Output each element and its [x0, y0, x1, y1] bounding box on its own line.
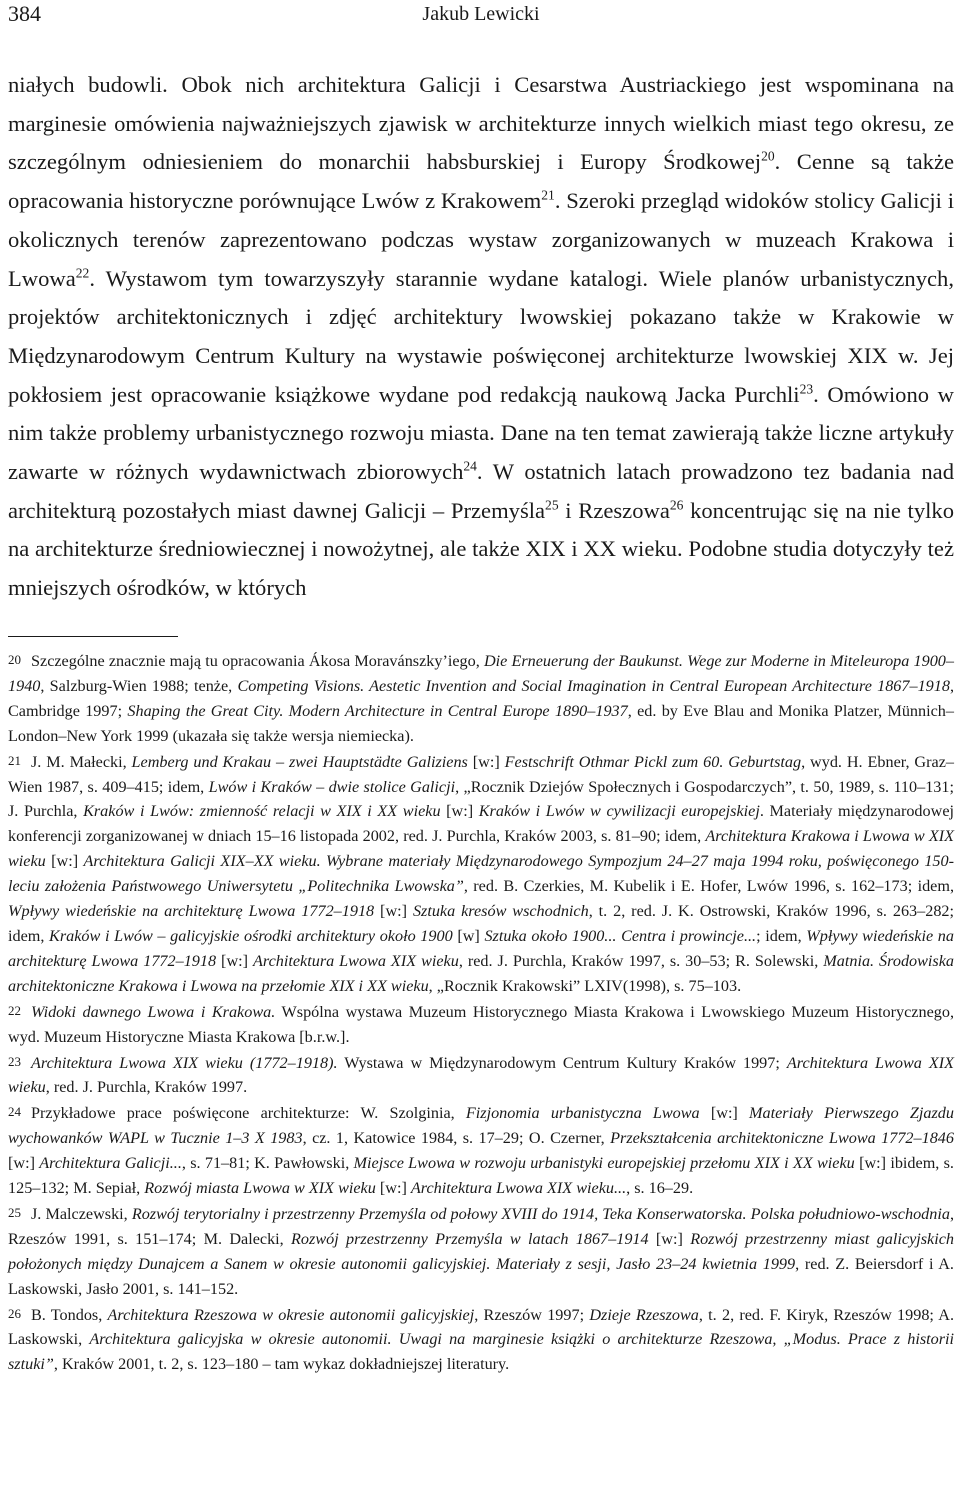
footnote-text: , wyd. H. Ebner, Graz–Wien 1987, s. 409–415; idem, — [8, 752, 954, 796]
footnote-number: 22 — [8, 1002, 21, 1018]
footnote-text: Przykładowe prace poświęcone architekturze: W. Szolginia, — [31, 1104, 466, 1123]
body-text-run: niałych budowli. Obok nich architektura Galicji i Cesarstwa Austriackiego jest wspominana na marginesie omówienia najważniejszych zjawisk w architekturze innych wielkich miast tego okresu, ze szczególnym odniesieniem do monarchii habsburskiej i Europy Środkowej — [8, 72, 954, 175]
body-text-run: . Omówiono w nim także problemy urbanistycznego rozwoju miasta. Dane na ten temat zawierają także liczne artykuły zawarte w różnych wydawnictwach zbiorowych — [8, 381, 954, 485]
footnote-text: [w:] — [375, 1179, 411, 1198]
body-text — [8, 66, 954, 608]
footnote-text: , Kraków 2001, t. 2, s. 123–180 – tam wykaz dokładniejszej literatury. — [53, 1355, 510, 1374]
footnote-text: , s. 16–29. — [626, 1179, 694, 1198]
footnote-title: Shaping the Great City. Modern Architecture in Central Europe 1890–1937 — [127, 701, 628, 720]
footnote-title: Architektura Lwowa XIX wieku — [253, 951, 459, 970]
body-text-run: . Wystawom tym towarzyszyły starannie wydane katalogi. Wiele planów urbanistycznych, projektów architektonicznych i zdjęć architektury lwowskiej pokazano także w Krakowie w Międzynarodowym Centrum Kultury na wystawie poświęconej architekturze lwowskiej XIX w. Jej pokłosiem jest opracowanie książkowe wydane pod redakcją naukową Jacka Purchli — [8, 265, 954, 407]
footnote-number: 20 — [8, 652, 21, 667]
footnote-title: Rozwój przestrzenny miast galicyjskich położonych między Dunajcem a Sanem w okresie autonomii galicyjskiej. Materiały z sesji, Jasło 23–24 kwietnia 1999 — [8, 1229, 955, 1273]
footnote-ref-20[interactable]: 20 — [761, 148, 775, 164]
footnote-text: [w:] — [699, 1104, 750, 1123]
footnote-text: [w:] ibidem, s. 125–132; M. Sepiał, — [8, 1154, 954, 1198]
footnote-title: Rozwój miasta Lwowa w XIX wieku — [144, 1179, 376, 1198]
body-text-run: koncentrując się na nie tylko na architekturze średniowiecznej i nowożytnej, ale także XIX i XX wieku. Podobne studia dotyczyły też mniejszych ośrodków, w których — [8, 497, 954, 601]
footnote-text: Wspólna wystawa Muzeum Historycznego Miasta Krakowa i Lwowskiego Muzeum Historycznego, wyd. Muzeum Historyczne Miasta Krakowa [b.r.w.]. — [8, 1002, 954, 1046]
footnote-text: J. Malczewski, — [31, 1204, 132, 1223]
footnote-text: [w:] — [374, 902, 413, 921]
footnote-title: Architektura Rzeszowa w okresie autonomii galicyjskiej — [107, 1305, 475, 1324]
footnote-text: , ed. by Eve Blau and Monika Platzer, Münnich–London–New York 1999 (ukazała się także wersja niemiecka). — [8, 701, 954, 745]
footnote-ref-21[interactable]: 21 — [541, 187, 555, 203]
footnote-title: Architektura galicyjska w okresie autonomii. Uwagi na marginesie książki o architekturze Rzeszowa, „Modus. Prace z historii sztuki” — [8, 1330, 955, 1374]
footnote-title: Architektura Krakowa i Lwowa w XIX wieku — [8, 827, 954, 871]
footnote-title: Lemberg und Krakau – zwei Hauptstädte Galiziens — [131, 752, 468, 771]
footnote-text: , Rzeszów 1991, s. 151–174; M. Dalecki, — [8, 1204, 954, 1248]
footnote-title: Fizjonomia urbanistyczna Lwowa — [465, 1104, 700, 1123]
footnote-text: , t. 2, red. F. Kiryk, Rzeszów 1998; A. Laskowski, — [8, 1305, 955, 1349]
footnote-25 — [8, 1201, 954, 1302]
footnote-title: Rozwój przestrzenny Przemyśla w latach 1867–1914 — [291, 1229, 649, 1248]
footnote-text: [w:] — [216, 951, 253, 970]
footnote-text: [w:] — [440, 802, 479, 821]
footnote-ref-25[interactable]: 25 — [545, 497, 559, 513]
footnote-title: Architektura Galicji XIX–XX wieku. Wybrane materiały Międzynarodowego Sympozjum 24–27 maja 1994 roku, poświęconego 150-leciu założenia Państwowego Uniwersytetu „Politechnika Lwowska” — [8, 852, 954, 896]
footnote-text: , Rzeszów 1997; — [474, 1305, 590, 1324]
footnote-text: , red. Z. Beiersdorf i A. Laskowski, Jasło 2001, s. 141–152. — [8, 1254, 954, 1298]
footnote-text: [w:] — [467, 752, 505, 771]
page — [8, 0, 954, 1499]
footnote-text: , red. J. Purchla, Kraków 1997, s. 30–53; R. Solewski, — [458, 951, 824, 970]
footnote-ref-26[interactable]: 26 — [669, 497, 684, 513]
footnote-ref-23[interactable]: 23 — [799, 381, 814, 397]
footnote-text: , cz. 1, Katowice 1984, s. 17–29; O. Czerner, — [302, 1129, 611, 1148]
footnote-title: Kraków i Lwów – galicyjskie ośrodki architektury około 1900 — [49, 926, 453, 945]
footnote-text: ; idem, — [756, 926, 807, 945]
footnote-divider — [8, 636, 178, 637]
footnote-number: 24 — [8, 1104, 21, 1120]
footnote-title: Rozwój terytorialny i przestrzenny Przemyśla od połowy XVIII do 1914, Teka Konserwatorska. Polska południowo-wschodnia — [131, 1204, 950, 1223]
footnote-title: Die Erneuerung der Baukunst. Wege zur Moderne in Miteleuropa 1900–1940 — [8, 652, 954, 695]
footnote-26 — [8, 1302, 954, 1378]
footnote-text: [w:] — [648, 1229, 691, 1248]
footnote-number: 25 — [8, 1204, 21, 1220]
footnote-ref-24[interactable]: 24 — [463, 458, 477, 474]
body-text-run: . Cenne są także opracowania historyczne porównujące Lwów z Krakowem — [8, 149, 955, 214]
footnote-24 — [8, 1100, 954, 1201]
footnote-23 — [8, 1050, 954, 1101]
footnote-title: Materiały Pierwszego Zjazdu wychowanków WAPL w Tucznie 1–3 X 1983 — [8, 1104, 954, 1148]
footnote-title: Wpływy wiedeńskie na architekturę Lwowa 1772–1918 — [8, 926, 954, 970]
footnote-text: . Materiały międzynarodowej konferencji zorganizowanej w dniach 15–16 listopada 2002, red. J. Purchla, Kraków 2003, s. 81–90; idem, — [8, 802, 954, 846]
footnote-title: Lwów i Kraków – dwie stolice Galicji — [208, 777, 456, 796]
page-header — [8, 0, 954, 32]
footnote-title: Matnia. Środowiska architektoniczne Krakowa i Lwowa na przełomie XIX i XX wieku — [8, 951, 955, 995]
footnote-title: Dzieje Rzeszowa — [589, 1305, 699, 1324]
footnote-text: [w:] — [45, 852, 84, 871]
footnote-text: , „Rocznik Krakowski” LXIV(1998), s. 75–103. — [428, 976, 742, 995]
footnote-title: Widoki dawnego Lwowa i Krakowa. — [31, 1002, 276, 1021]
footnote-title: Kraków i Lwów w cywilizacji europejskiej — [478, 802, 760, 821]
footnote-21 — [8, 749, 954, 999]
running-head-author: Jakub Lewicki — [422, 3, 540, 25]
body-text-run: i Rzeszowa — [558, 497, 670, 523]
footnote-title: Sztuka kresów wschodnich — [412, 902, 589, 921]
footnote-title: Kraków i Lwów: zmienność relacji w XIX i XX wieku — [83, 802, 441, 821]
footnote-text: [w:] — [8, 1154, 40, 1173]
footnote-text: , s. 71–81; K. Pawłowski, — [181, 1154, 354, 1173]
footnote-title: Wpływy wiedeńskie na architekturę Lwowa 1772–1918 — [8, 902, 375, 921]
footnotes — [8, 648, 954, 1377]
footnote-title: Architektura Lwowa XIX wieku... — [410, 1179, 627, 1198]
footnote-title: Festschrift Othmar Pickl zum 60. Geburtstag — [504, 752, 802, 771]
footnote-text: , t. 2, red. J. K. Ostrowski, Kraków 1996, s. 263–282; idem, — [8, 902, 955, 945]
footnote-text: J. M. Małecki, — [31, 752, 132, 771]
footnote-number: 26 — [8, 1305, 21, 1321]
footnote-title: Miejsce Lwowa w rozwoju urbanistyki europejskiej przełomu XIX i XX wieku — [353, 1154, 855, 1173]
body-text-run: . Szeroki przegląd widoków stolicy Galicji i okolicznych terenów zaprezentowano podczas wystaw zorganizowanych w muzeach Krakowa i Lwowa — [8, 188, 954, 291]
footnote-title: Architektura Lwowa XIX wieku — [8, 1053, 954, 1097]
footnote-title: Architektura Galicji... — [39, 1154, 182, 1173]
footnote-title: Przekształcenia architektoniczne Lwowa 1772–1846 — [610, 1129, 954, 1148]
body-paragraph — [8, 66, 954, 608]
footnote-text: , Salzburg-Wien 1988; tenże, — [40, 676, 238, 695]
footnote-text: [w] — [452, 926, 485, 945]
footnote-text: Wystawa w Międzynarodowym Centrum Kultury Kraków 1997; — [337, 1053, 787, 1072]
footnote-number: 21 — [8, 752, 21, 768]
footnote-text: , „Rocznik Dziejów Społecznych i Gospodarczych”, t. 50, 1989, s. 110–131; J. Purchla, — [8, 777, 954, 821]
footnote-ref-22[interactable]: 22 — [75, 264, 90, 280]
footnote-text: , Cambridge 1997; — [8, 676, 954, 720]
footnote-title: Competing Visions. Aestetic Invention and Social Imagination in Central European Architecture 1867–1918 — [237, 676, 950, 695]
footnote-title: Sztuka około 1900... Centra i prowincje... — [484, 926, 757, 945]
footnote-20 — [8, 648, 954, 749]
footnote-title: Architektura Lwowa XIX wieku (1772–1918). — [31, 1053, 338, 1072]
footnote-22 — [8, 999, 954, 1050]
footnote-number: 23 — [8, 1053, 21, 1069]
page-number: 384 — [8, 1, 41, 26]
body-text-run: . W ostatnich latach prowadzono tez badania nad architekturą pozostałych miast dawnej Galicji – Przemyśla — [8, 459, 955, 523]
footnote-text: Szczególne znacznie mają tu opracowania Ákosa Moravánszky’iego, — [31, 652, 484, 670]
footnote-text: B. Tondos, — [31, 1305, 108, 1324]
footnote-text: , red. B. Czerkies, M. Kubelik i E. Hofer, Lwów 1996, s. 162–173; idem, — [463, 877, 954, 896]
footnote-text: , red. J. Purchla, Kraków 1997. — [45, 1078, 248, 1097]
